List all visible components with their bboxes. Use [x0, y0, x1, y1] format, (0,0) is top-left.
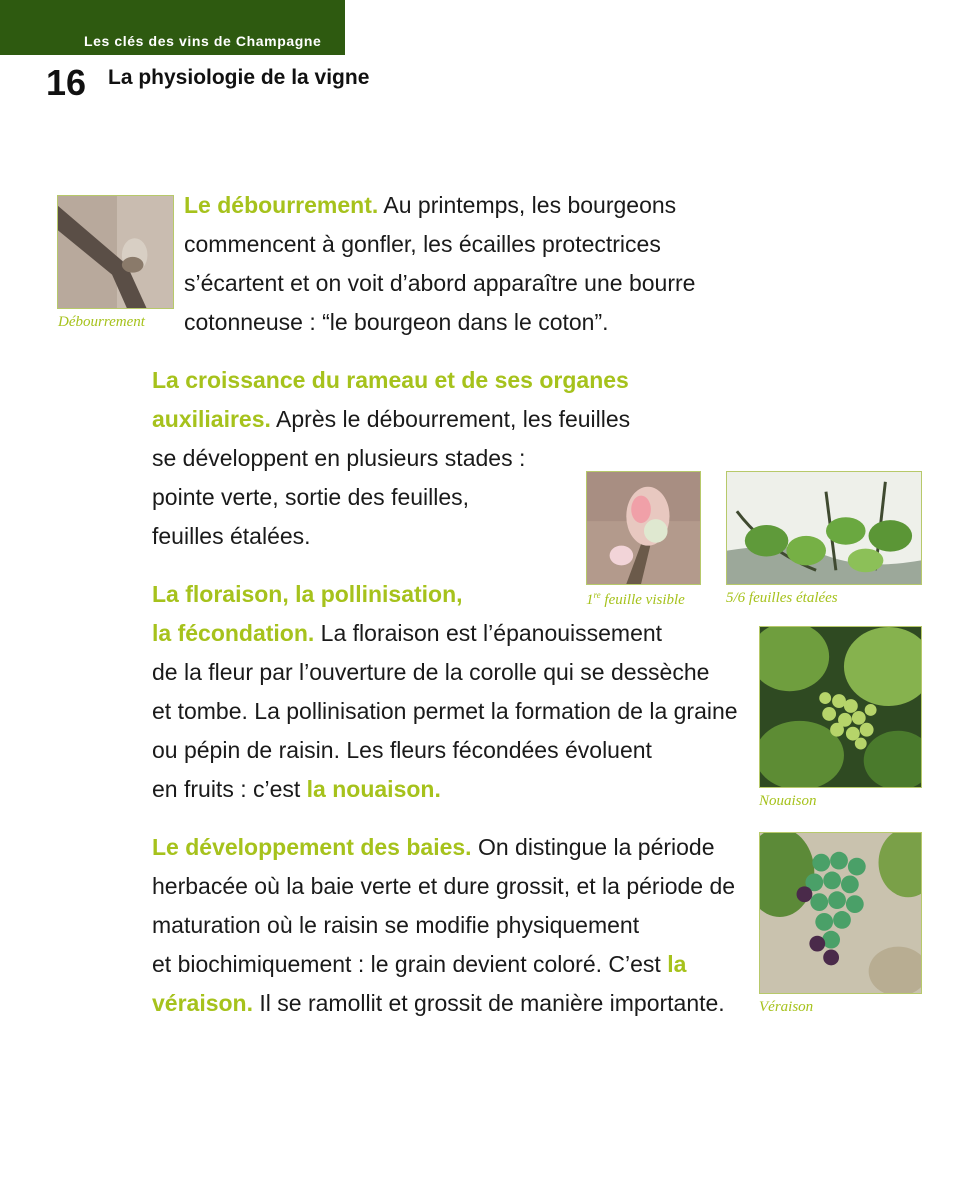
text-line: maturation où le raisin se modifie physiquement [152, 912, 640, 938]
text-line: et tombe. La pollinisation permet la formation de la graine [152, 698, 738, 724]
highlight-veraison: véraison. [152, 990, 253, 1016]
text-line: Il se ramollit et grossit de manière importante. [253, 990, 725, 1016]
text-line: La floraison est l’épanouissement [314, 620, 663, 646]
text-line: en fruits : c’est [152, 776, 307, 802]
caption-veraison: Véraison [759, 999, 814, 1015]
text-line: se développent en plusieurs stades : [152, 445, 526, 471]
heading-croissance-cont: auxiliaires. [152, 406, 271, 432]
paragraph-debourrement [184, 186, 695, 342]
text-line: et biochimiquement : le grain devient coloré. C’est [152, 951, 668, 977]
paragraph-developpement [152, 828, 735, 1023]
paragraph-floraison [152, 575, 738, 809]
caption-number: 1 [586, 592, 594, 608]
text-line: Après le débourrement, les feuilles [270, 406, 631, 432]
text-line: cotonneuse : “le bourgeon dans le coton”. [184, 309, 609, 335]
page-number: 16 [46, 62, 87, 103]
text-line: ou pépin de raisin. Les fleurs fécondées évoluent [152, 737, 652, 763]
highlight-la: la [667, 951, 687, 977]
text-line: commencent à gonfler, les écailles protectrices [184, 231, 661, 257]
running-header-bar [0, 0, 345, 55]
caption-debourrement: Débourrement [58, 314, 145, 330]
photo-debourrement [57, 195, 174, 309]
text-line: feuilles étalées. [152, 523, 311, 549]
caption-nouaison: Nouaison [759, 793, 817, 809]
highlight-nouaison: la nouaison. [306, 776, 441, 802]
text-line: de la fleur par l’ouverture de la corolle qui se dessèche [152, 659, 710, 685]
text-line: Au printemps, les bourgeons [378, 192, 677, 218]
text-line: On distingue la période [471, 834, 715, 860]
caption-text: feuille visible [600, 592, 685, 608]
photo-nouaison [759, 626, 922, 788]
caption-feuilles-etalees: 5/6 feuilles étalées [726, 590, 838, 606]
photo-veraison [759, 832, 922, 994]
heading-developpement: Le développement des baies. [152, 834, 472, 860]
photo-premiere-feuille [586, 471, 701, 585]
heading-floraison: La floraison, la pollinisation, [152, 581, 463, 607]
text-line: pointe verte, sortie des feuilles, [152, 484, 470, 510]
heading-floraison-cont: la fécondation. [152, 620, 315, 646]
heading-croissance: La croissance du rameau et de ses organes [152, 367, 629, 393]
text-line: s’écartent et on voit d’abord apparaître une bourre [184, 270, 696, 296]
page-title: La physiologie de la vigne [108, 66, 370, 89]
paragraph-croissance [152, 361, 630, 556]
heading-debourrement: Le débourrement. [184, 192, 379, 218]
running-title: Les clés des vins de Champagne [84, 33, 322, 49]
text-line: herbacée où la baie verte et dure grossit, et la période de [152, 873, 736, 899]
caption-superscript: re [593, 590, 601, 600]
photo-feuilles-etalees [726, 471, 922, 585]
